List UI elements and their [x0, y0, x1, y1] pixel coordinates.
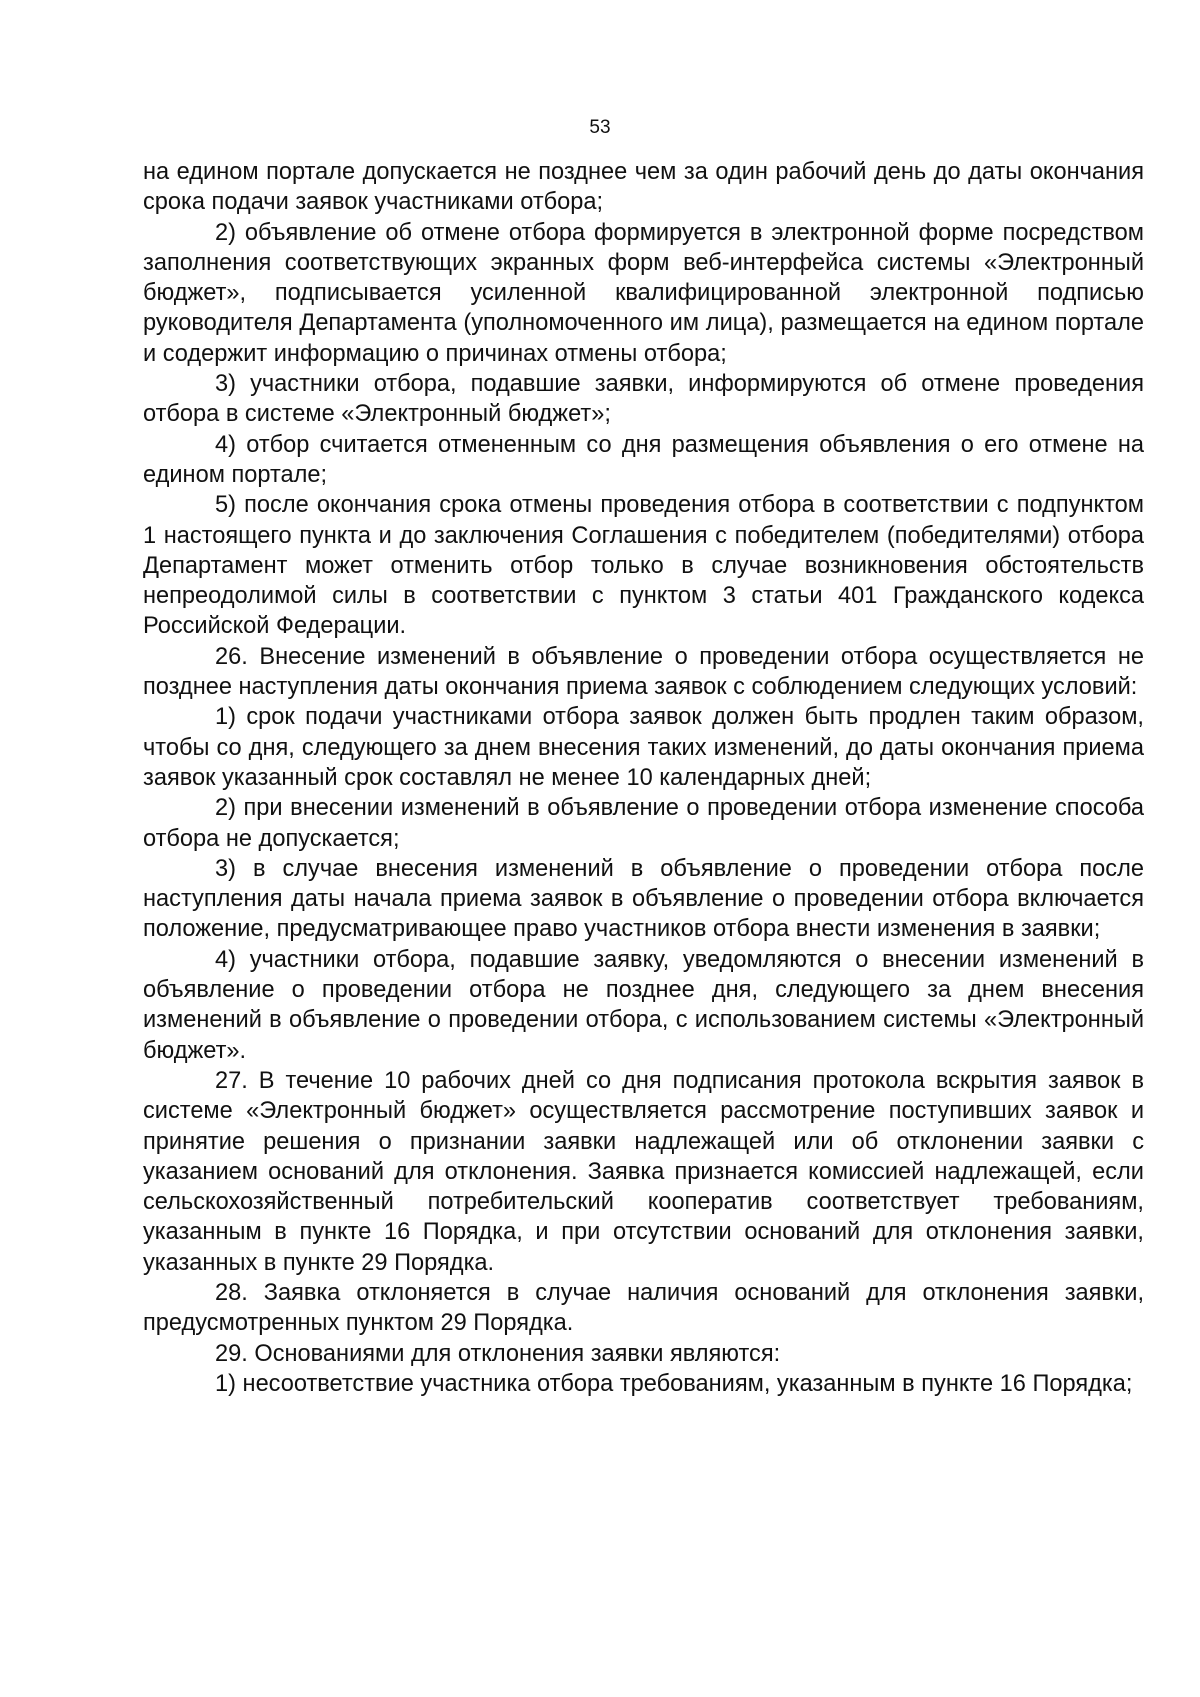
paragraph-cancellation-announcement: 2) объявление об отмене отбора формируется в электронной форме посредством заполнения соответствующих экранных форм веб-интерфейса системы «Электронный бюджет», подписывается усиленной квалифицированной электронной подписью руководителя Департамента (уполномоченного им лица), размещается на едином портале и содержит информацию о причинах отмены отбора; [143, 219, 1144, 367]
paragraph-item-27: 27. В течение 10 рабочих дней со дня подписания протокола вскрытия заявок в системе «Электронный бюджет» осуществляется рассмотрение поступивших заявок и принятие решения о признании заявки надлежащей или об отклонении заявки с указанием оснований для отклонения. Заявка признается комиссией надлежащей, если сельскохозяйственный потребительский кооператив соответствует требованиям, указанным в пункте 16 Порядка, и при отсутствии оснований для отклонения заявки, указанных в пункте 29 Порядка. [143, 1067, 1144, 1276]
paragraph-participants-notified: 4) участники отбора, подавшие заявку, уведомляются о внесении изменений в объявление о проведении отбора не позднее дня, следующего за днем внесения изменений в объявление о проведении отбора, с использованием системы «Электронный бюджет». [143, 946, 1144, 1064]
paragraph-item-26: 26. Внесение изменений в объявление о проведении отбора осуществляется не позднее наступления даты окончания приема заявок с соблюдением следующих условий: [143, 643, 1144, 701]
paragraph-method-unchanged: 2) при внесении изменений в объявление о проведении отбора изменение способа отбора не допускается; [143, 795, 1144, 852]
paragraph-selection-cancelled: 4) отбор считается отмененным со дня размещения объявления о его отмене на едином портале; [143, 431, 1144, 488]
page-number: 53 [589, 117, 611, 138]
paragraph-item-29: 29. Основаниями для отклонения заявки являются: [215, 1340, 781, 1367]
document-body [143, 157, 1144, 1399]
paragraph-force-majeure: 5) после окончания срока отмены проведения отбора в соответствии с подпунктом 1 настоящего пункта и до заключения Соглашения с победителем (победителями) отбора Департамент может отменить отбор только в случае возникновения обстоятельств непреодолимой силы в соответствии с пунктом 3 статьи 401 Гражданского кодекса Российской Федерации. [143, 492, 1144, 640]
paragraph-item-28: 28. Заявка отклоняется в случае наличия оснований для отклонения заявки, предусмотренных пунктом 29 Порядка. [143, 1279, 1144, 1337]
paragraph-item-29-1: 1) несоответствие участника отбора требованиям, указанным в пункте 16 Порядка; [215, 1370, 1133, 1397]
paragraph-deadline-extension: 1) срок подачи участниками отбора заявок должен быть продлен таким образом, чтобы со дня, следующего за днем внесения таких изменений, до даты окончания приема заявок указанный срок составлял не менее 10 календарных дней; [143, 704, 1144, 791]
paragraph-right-to-amend: 3) в случае внесения изменений в объявление о проведении отбора после наступления даты начала приема заявок в объявление о проведении отбора включается положение, предусматривающее право участников отбора внести изменения в заявки; [143, 855, 1144, 943]
paragraph-participants-informed: 3) участники отбора, подавшие заявки, информируются об отмене проведения отбора в системе «Электронный бюджет»; [143, 371, 1144, 428]
paragraph-continuation: на едином портале допускается не позднее чем за один рабочий день до даты окончания срока подачи заявок участниками отбора; [143, 159, 1144, 216]
